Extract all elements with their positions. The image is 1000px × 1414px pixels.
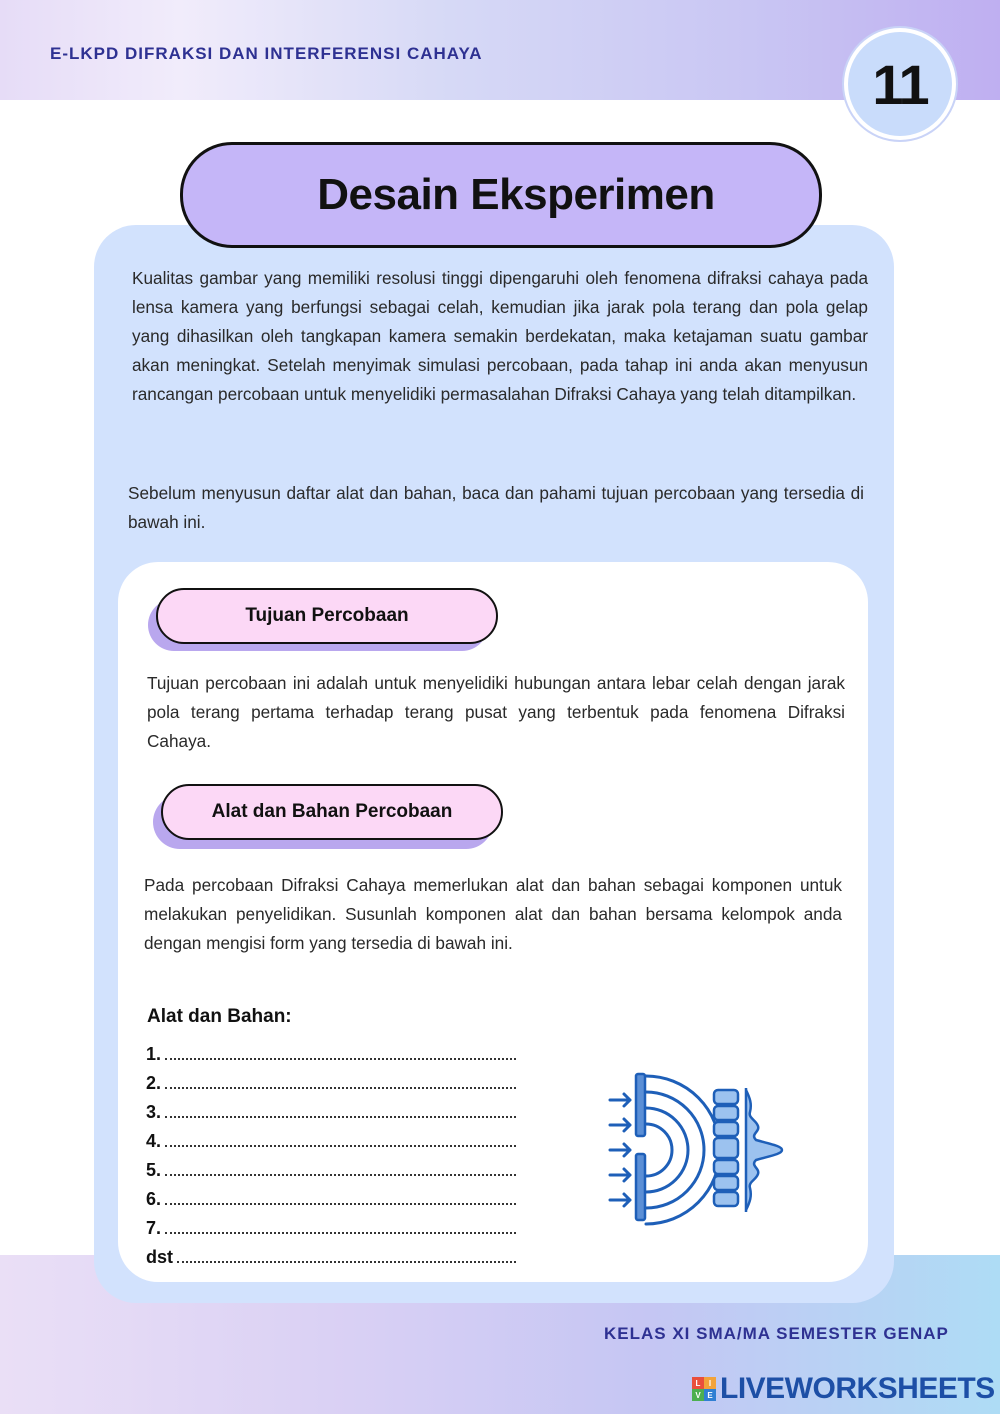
alat-label: Alat dan Bahan Percobaan [161, 784, 503, 840]
fill-in-blank[interactable] [165, 1185, 516, 1205]
liveworksheets-logo-icon: L I V E [692, 1377, 716, 1401]
list-item-number: 1. [146, 1044, 162, 1064]
list-item-number: dst [146, 1247, 173, 1267]
footer-class-info: KELAS XI SMA/MA SEMESTER GENAP [604, 1324, 949, 1343]
list-item [146, 1210, 516, 1239]
list-item [146, 1152, 516, 1181]
list-item [146, 1181, 516, 1210]
tujuan-paragraph: Tujuan percobaan ini adalah untuk menyelidiki hubungan antara lebar celah dengan jarak pola terang pertama terhadap terang pusat yang terbentuk pada fenomena Difraksi Cahaya. [147, 673, 845, 751]
intensity-curve [746, 1090, 782, 1210]
worksheet-header-title: E-LKPD DIFRAKSI DAN INTERFERENSI CAHAYA [50, 44, 483, 63]
arrow-icon [610, 1094, 630, 1106]
tujuan-label: Tujuan Percobaan [156, 588, 498, 644]
instruction-paragraph: Sebelum menyusun daftar alat dan bahan, baca dan pahami tujuan percobaan yang tersedia di bawah ini. [128, 483, 864, 532]
list-item [146, 1094, 516, 1123]
section-title-pill [180, 142, 822, 248]
arrow-icon [610, 1119, 630, 1131]
fill-in-blank[interactable] [165, 1214, 516, 1234]
liveworksheets-wordmark: LIVEWORKSHEETS [720, 1372, 995, 1405]
fill-in-blank[interactable] [165, 1156, 516, 1176]
list-item-number: 5. [146, 1160, 162, 1180]
alat-list-title: Alat dan Bahan: [147, 1006, 292, 1027]
list-item [146, 1239, 516, 1268]
fill-in-blank[interactable] [177, 1243, 516, 1263]
list-item-number: 3. [146, 1102, 162, 1122]
fill-in-blank[interactable] [165, 1040, 516, 1060]
list-item-number: 7. [146, 1218, 162, 1238]
intro-paragraph: Kualitas gambar yang memiliki resolusi tinggi dipengaruhi oleh fenomena difraksi cahaya pada lensa kamera yang berfungsi sebagai celah, kemudian jika jarak pola terang dan pola gelap yang dihasilkan oleh tangkapan kamera semakin berdekatan, maka ketajaman suatu gambar akan meningkat. Setelah menyimak simulasi percobaan, pada tahap ini anda akan menyusun rancangan percobaan untuk menyelidiki permasalahan Difraksi Cahaya yang telah ditampilkan. [132, 268, 868, 404]
fill-in-blank[interactable] [165, 1069, 516, 1089]
liveworksheets-logo[interactable] [692, 1372, 995, 1406]
list-item-number: 4. [146, 1131, 162, 1151]
slit-barrier-top [636, 1074, 645, 1136]
list-item [146, 1036, 516, 1065]
list-item-number: 2. [146, 1073, 162, 1093]
section-title: Desain Eksperimen [317, 170, 715, 219]
fill-in-blank[interactable] [165, 1127, 516, 1147]
arrow-icon [610, 1144, 630, 1156]
arrow-icon [610, 1194, 630, 1206]
list-item [146, 1065, 516, 1094]
page-number: 11 [872, 52, 928, 116]
list-item-number: 6. [146, 1189, 162, 1209]
fill-in-blank[interactable] [165, 1098, 516, 1118]
page-number-badge [848, 32, 952, 136]
alat-paragraph: Pada percobaan Difraksi Cahaya memerlukan alat dan bahan sebagai komponen untuk melakukan penyelidikan. Susunlah komponen alat dan bahan bersama kelompok anda dengan mengisi form yang tersedia di bawah ini. [144, 875, 842, 953]
slit-barrier-bottom [636, 1154, 645, 1220]
alat-blank-list [146, 1036, 516, 1268]
list-item [146, 1123, 516, 1152]
arrow-icon [610, 1169, 630, 1181]
diffraction-diagram-icon [600, 1068, 790, 1228]
